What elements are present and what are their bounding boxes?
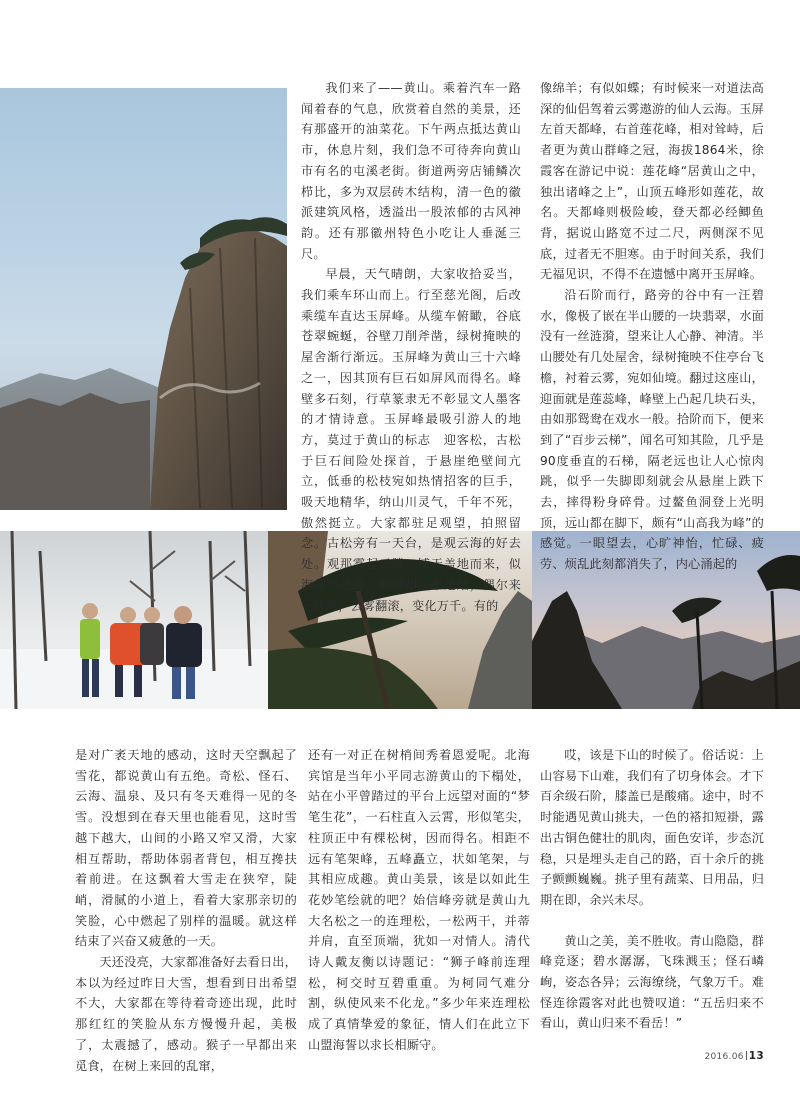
paragraph: 早晨，天气晴朗，大家收拾妥当，我们乘车环山而上。行至慈光阁，后改乘缆车直达玉屏峰。从缆车俯瞰，谷底苍翠蜿蜒，谷壁刀削斧凿，绿树掩映的屋舍渐行渐远。玉屏峰为黄山三十六峰之一，因其顶有巨石如屏风而得名。峰壁多石刻，行草篆隶无不彰显文人墨客的才情诗意。玉屏峰最吸引游人的地方，莫过于黄山的标志 迎客松，古松于巨石间险处探首，于悬崖绝壁间亢立，低垂的松枝宛如热情招客的巨手，吸天地精华，纳山川灵气，千年不死，傲然挺立。大家都驻足观望，拍照留念。古松旁有一天台，是观云海的好去处。观那雾起云腾，铺天盖地而来，似海却不是海，如烟却又不是烟，偶尔来一阵风，云雾翻滚，变化万千。有的 (301, 267, 521, 613)
photo-rock-peak (0, 88, 287, 510)
paragraph: 哎，该是下山的时候了。俗话说：上山容易下山难，我们有了切身体会。才下百余级石阶，膝盖已是酸痛。途中，时不时能遇见黄山挑夫，一色的褡扣短褂，露出古铜色健壮的肌肉，面色安详，步态沉稳，只是埋头走自己的路，百十余斤的挑子颤颤巍巍。挑子里有蔬菜、日用品，归期在即，余兴未尽。 (540, 748, 764, 907)
column-top-right (540, 78, 764, 575)
column-bottom-right (540, 745, 764, 1034)
rock-peak-illustration (0, 88, 287, 510)
paragraph: 沿石阶而行，路旁的谷中有一汪碧水，像极了嵌在半山腰的一块翡翠，水面没有一丝涟漪，望来让人心静、神清。半山腰处有几处屋舍，绿树掩映不住亭台飞檐，衬着云雾，宛如仙境。翻过这座山，迎面就是莲蕊峰，峰壁上凸起几块石头，由如那鸳鸯在戏水一般。拾阶而下，便来到了“百步云梯”，闻名可知其险，几乎是90度垂直的石梯，隔老远也让人心惊肉跳，似乎一失脚即刻就会从悬崖上跌下去，摔得粉身碎骨。过鳌鱼洞登上光明顶，远山都在脚下，颇有“山高我为峰”的感觉。一眼望去，心旷神怡，忙碌、疲劳、烦乱此刻都消失了，内心涌起的 (540, 288, 764, 572)
paragraph: 我们来了——黄山。乘着汽车一路闻着春的气息，欣赏着自然的美景，还有那盛开的油菜花。下午两点抵达黄山市，休息片刻，我们急不可待奔向黄山市有名的屯溪老街。街道两旁店铺鳞次栉比，多为双层砖木结构，清一色的徽派建筑风格，透溢出一股浓郁的古风神韵。还有那徽州特色小吃让人垂涎三尺。 (301, 81, 521, 261)
page-footer (704, 1050, 764, 1062)
page-number: 13 (748, 1050, 764, 1062)
paragraph: 黄山之美，美不胜收。青山隐隐，群峰竞逐；碧水潺潺，飞珠溅玉；怪石嶙峋，姿态各异；云海缭绕，气象万千。难怪连徐霞客对此也赞叹道：“五岳归来不看山，黄山归来不看岳！” (540, 933, 764, 1031)
photo-hikers-snow (0, 531, 268, 709)
paragraph: 是对广袤天地的感动，这时天空飘起了雪花，都说黄山有五绝。奇松、怪石、云海、温泉、及只有冬天难得一见的冬雪。没想到在春天里也能看见，这时雪越下越大，山间的小路又窄又滑，大家相互帮助，帮助体弱者背包，相互搀扶着前进。在这飘着大雪走在狭窄，陡峭，滑腻的小道上，看着大家那亲切的笑脸，心中燃起了别样的温暖。就这样结束了兴奋又疲惫的一天。 (75, 748, 297, 949)
paragraph: 像绵羊；有似如蝶；有时候来一对道法高深的仙侣驾着云雾遨游的仙人云海。玉屏左首天都峰，右首莲花峰，相对耸峙，后者更为黄山群峰之冠，海拔1864米，徐霞客在游记中说：莲花峰“居黄山之中，独出诸峰之上”，山顶五峰形如莲花，故名。天都峰则极险峻，登天都必经鲫鱼背，据说山路宽不过二尺，两侧深不见底，过者无不胆寒。由于时间关系，我们无福见识，不得不在遗憾中离开玉屏峰。 (540, 81, 764, 282)
paragraph: 还有一对正在树梢间秀着恩爱呢。北海宾馆是当年小平同志游黄山的下榻处，站在小平曾踏过的平台上远望对面的“梦笔生花”，一石柱直入云霄，形似笔尖，柱顶正中有棵松树，因而得名。相距不远有笔架峰，五峰矗立，状如笔架，与其相应成趣。黄山美景，该是以如此生花妙笔绘就的吧？始信峰旁就是黄山九大名松之一的连理松，一松两干，并蒂并肩，直至顶端，犹如一对情人。清代诗人戴友衡以诗题记：“狮子峰前连理松，柯交时互碧重重。为柯同气难分割，纵使风来不化龙。”多少年来连理松成了真情挚爱的象征，情人们在此立下山盟海誓以求长相厮守。 (308, 748, 530, 1052)
column-bottom-middle (308, 745, 530, 1056)
hikers-illustration (0, 531, 268, 709)
column-bottom-left (75, 745, 297, 1076)
column-top-middle (301, 78, 521, 616)
issue-date: 2016.06 (704, 1052, 744, 1062)
paragraph: 天还没亮，大家都准备好去看日出，本以为经过昨日大雪，想看到日出希望不大，大家都在等待着奇迹出现，此时那红红的笑脸从东方慢慢升起，美极了，太震撼了，感动。猴子一早都出来觅食，在树上来回的乱窜， (75, 955, 297, 1073)
divider (746, 1051, 747, 1060)
